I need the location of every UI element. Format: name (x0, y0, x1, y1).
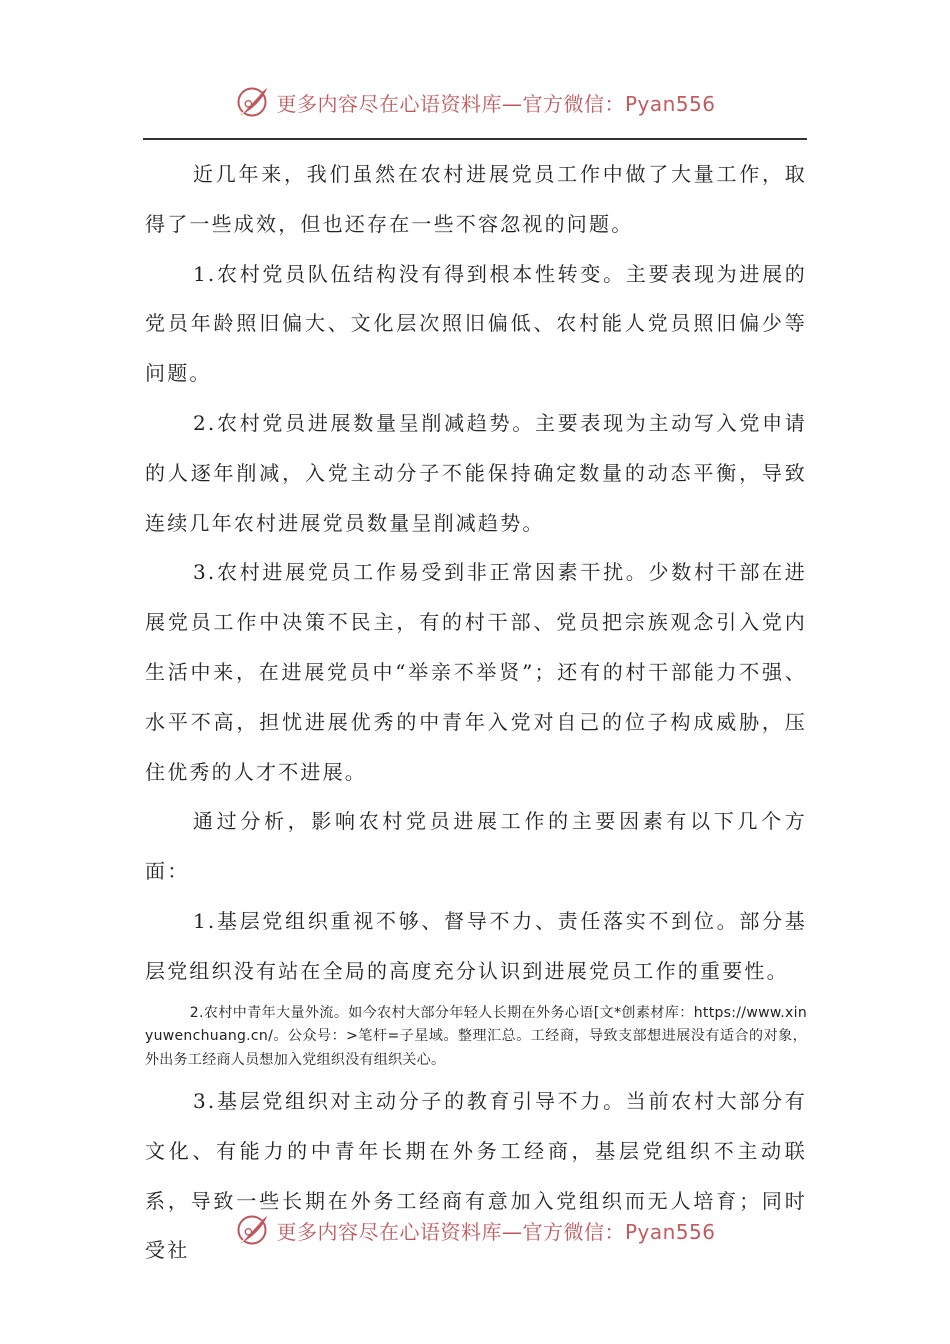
watermark-label: 更多内容尽在心语资料库—官方微信： (276, 91, 625, 116)
header-watermark (0, 80, 950, 124)
paragraph-problem-2: 2.农村党员进展数量呈削减趋势。主要表现为主动写入党申请的人逐年削减，入党主动分子不能保持确定数量的动态平衡，导致连续几年农村进展党员数量呈削减趋势。 (145, 410, 807, 535)
quill-logo-icon (234, 84, 270, 120)
paragraph-problem-1: 1.农村党员队伍结构没有得到根本性转变。主要表现为进展的党员年龄照旧偏大、文化层次照旧偏低、农村能人党员照旧偏少等问题。 (145, 261, 807, 386)
paragraph-factor-3: 3.基层党组织对主动分子的教育引导不力。当前农村大部分有文化、有能力的中青年长期在外务工经商，基层党组织不主动联系，导致一些长期在外务工经商有意加入党组织而无人培育；同时受社 (145, 1089, 807, 1263)
footer-watermark (0, 1208, 950, 1252)
paragraph-analysis: 通过分析，影响农村党员进展工作的主要因素有以下几个方面： (145, 809, 807, 884)
document-body (145, 150, 807, 1276)
watermark-handle: Pyan556 (624, 91, 716, 116)
paragraph-factor-2: 2.农村中青年大量外流。如今农村大部分年轻人长期在外务心语[文*创素材库：https://www.xinyuwenchuang.cn/。公众号：>笔杆=子星域。整理汇总。工经商，导致支部想进展没有适合的对象，外出务工经商人员想加入党组织没有组织关心。 (145, 1004, 807, 1068)
watermark-handle: Pyan556 (624, 1219, 716, 1244)
quill-logo-icon (234, 1212, 270, 1248)
header-divider (143, 138, 807, 140)
paragraph-factor-1: 1.基层党组织重视不够、督导不力、责任落实不到位。部分基层党组织没有站在全局的高度充分认识到进展党员工作的重要性。 (145, 908, 807, 983)
watermark-text (276, 1216, 715, 1245)
paragraph-problem-3: 3.农村进展党员工作易受到非正常因素干扰。少数村干部在进展党员工作中决策不民主，有的村干部、党员把宗族观念引入党内生活中来，在进展党员中“举亲不举贤”；还有的村干部能力不强、水平不高，担忧进展优秀的中青年入党对自己的位子构成威胁，压住优秀的人才不进展。 (145, 560, 807, 784)
watermark-text (276, 88, 715, 117)
watermark-label: 更多内容尽在心语资料库—官方微信： (276, 1219, 625, 1244)
paragraph-intro: 近几年来，我们虽然在农村进展党员工作中做了大量工作，取得了一些成效，但也还存在一些不容忽视的问题。 (145, 162, 807, 236)
